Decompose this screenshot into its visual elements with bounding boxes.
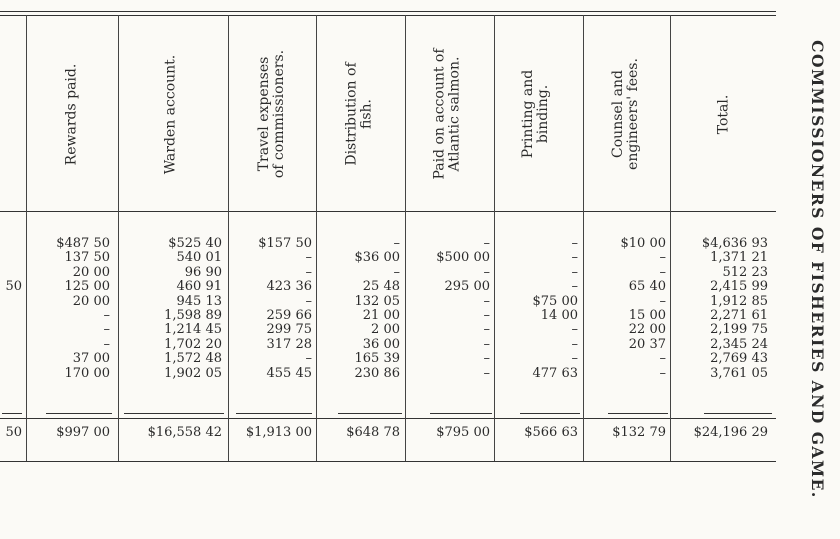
header-total: Total. xyxy=(715,94,732,134)
table-cell: 2,271 61 xyxy=(710,307,768,323)
table-cell: 317 28 xyxy=(266,336,312,352)
table-cell: $36 00 xyxy=(354,250,400,266)
table-cell: 96 90 xyxy=(184,264,222,280)
column-distribution-of-fish xyxy=(355,237,401,381)
table-cell: – xyxy=(571,250,578,266)
column-printing-binding xyxy=(533,237,579,381)
table-cell: 125 00 xyxy=(64,279,110,295)
table-cell: – xyxy=(103,307,110,323)
subtotal-rule xyxy=(338,413,402,414)
table-cell: $525 40 xyxy=(168,236,222,251)
table-cell: 1,371 21 xyxy=(710,250,768,266)
table-cell: 299 75 xyxy=(266,322,312,338)
header-atlantic-salmon: Paid on account of Atlantic salmon. xyxy=(432,48,464,180)
table-cell: 137 50 xyxy=(64,250,110,266)
table-cell: 15 00 xyxy=(628,307,666,323)
header-printing-binding: Printing and binding. xyxy=(520,69,551,159)
table-cell: – xyxy=(571,236,578,251)
table-cell: 2,345 24 xyxy=(710,336,768,352)
table-cell xyxy=(5,266,22,280)
total-partial: 50 xyxy=(5,425,22,440)
table-cell: – xyxy=(483,264,490,280)
subtotal-rule xyxy=(608,413,668,414)
table-cell: – xyxy=(483,351,490,367)
table-cell: – xyxy=(571,336,578,352)
table-cell: 65 40 xyxy=(628,279,666,295)
table-cell: – xyxy=(571,264,578,280)
table-cell: – xyxy=(659,365,666,381)
table-cell: 170 00 xyxy=(64,365,110,381)
table-cell: $4,636 93 xyxy=(701,236,768,251)
table-cell: – xyxy=(483,293,490,309)
column-atlantic-salmon xyxy=(436,237,490,381)
table-cell: 259 66 xyxy=(266,307,312,323)
table-cell: 2,769 43 xyxy=(710,351,768,367)
total-rewards-paid: $997 00 xyxy=(56,425,110,440)
table-cell xyxy=(5,251,22,265)
table-cell: $75 00 xyxy=(532,293,578,309)
table-cell: 165 39 xyxy=(354,351,400,367)
table-cell: $157 50 xyxy=(258,236,312,251)
table-cell: – xyxy=(305,250,312,266)
table-cell xyxy=(5,295,22,309)
top-rule-inner xyxy=(0,15,776,16)
column-divider xyxy=(228,15,229,461)
table-cell: – xyxy=(659,264,666,280)
table-cell: – xyxy=(571,279,578,295)
header-warden-account: Warden account. xyxy=(162,54,179,174)
table-cell xyxy=(5,352,22,366)
table-cell: – xyxy=(393,264,400,280)
table-cell: 1,572 48 xyxy=(164,351,222,367)
table-cell: 22 00 xyxy=(628,322,666,338)
table-cell: – xyxy=(305,293,312,309)
table-cell: – xyxy=(483,365,490,381)
table-cell: 14 00 xyxy=(540,307,578,323)
column-divider xyxy=(494,15,495,461)
total-distribution-of-fish: $648 78 xyxy=(346,425,400,440)
subtotal-rule xyxy=(704,413,772,414)
header-rewards-paid: Rewards paid. xyxy=(63,63,80,165)
table-cell: 37 00 xyxy=(72,351,110,367)
subtotal-rule xyxy=(430,413,492,414)
column-travel-expenses xyxy=(258,237,312,381)
table-cell: – xyxy=(659,293,666,309)
table-cell: 3,761 05 xyxy=(710,365,768,381)
table-cell: 132 05 xyxy=(354,293,400,309)
table-cell: $487 50 xyxy=(56,236,110,251)
table-cell: – xyxy=(483,307,490,323)
subtotal-rule xyxy=(520,413,580,414)
total-warden-account: $16,558 42 xyxy=(147,425,222,440)
total-printing-binding: $566 63 xyxy=(524,425,578,440)
column-divider xyxy=(118,15,119,461)
table-cell xyxy=(5,367,22,381)
table-cell: 295 00 xyxy=(444,279,490,295)
table-cell: 945 13 xyxy=(176,293,222,309)
table-cell xyxy=(5,338,22,352)
column-divider xyxy=(26,15,27,461)
table-cell: – xyxy=(483,322,490,338)
table-cell xyxy=(5,323,22,337)
table-cell: 1,912 85 xyxy=(710,293,768,309)
table-cell: – xyxy=(571,322,578,338)
bottom-rule xyxy=(0,461,776,462)
column-divider xyxy=(316,15,317,461)
table-cell: 512 23 xyxy=(722,264,768,280)
table-cell: 540 01 xyxy=(176,250,222,266)
table-cell: $10 00 xyxy=(620,236,666,251)
table-cell: 2,199 75 xyxy=(710,322,768,338)
table-cell: – xyxy=(571,351,578,367)
column-rewards-paid xyxy=(56,237,110,381)
totals-rule xyxy=(0,418,776,419)
column-divider xyxy=(670,15,671,461)
table-cell: $500 00 xyxy=(436,250,490,266)
table-cell: – xyxy=(659,250,666,266)
total-grand-total: $24,196 29 xyxy=(693,425,768,440)
subtotal-rule xyxy=(46,413,112,414)
table-cell: – xyxy=(305,351,312,367)
table-cell: – xyxy=(659,351,666,367)
table-cell: – xyxy=(305,264,312,280)
column-partial xyxy=(5,237,22,381)
table-cell: 1,702 20 xyxy=(164,336,222,352)
table-cell: – xyxy=(103,336,110,352)
subtotal-rule xyxy=(124,413,224,414)
column-divider xyxy=(405,15,406,461)
header-rule xyxy=(0,211,776,212)
table-cell: – xyxy=(393,236,400,251)
table-cell: – xyxy=(103,322,110,338)
table-cell: – xyxy=(483,236,490,251)
total-travel-expenses: $1,913 00 xyxy=(245,425,312,440)
table-cell: 20 00 xyxy=(72,293,110,309)
table-cell xyxy=(5,237,22,251)
table-cell: 2,415 99 xyxy=(710,279,768,295)
total-atlantic-salmon: $795 00 xyxy=(436,425,490,440)
table-cell xyxy=(5,309,22,323)
table-cell: 1,214 45 xyxy=(164,322,222,338)
table-cell: 20 00 xyxy=(72,264,110,280)
header-counsel-fees: Counsel and engineers' fees. xyxy=(610,58,642,170)
column-counsel-fees xyxy=(621,237,667,381)
table-cell: 423 36 xyxy=(266,279,312,295)
table-cell: 21 00 xyxy=(362,307,400,323)
table-cell: – xyxy=(483,336,490,352)
table-cell: 455 45 xyxy=(266,365,312,381)
subtotal-rule xyxy=(236,413,312,414)
table-cell: 1,598 89 xyxy=(164,307,222,323)
column-total xyxy=(702,237,768,381)
table-cell: 1,902 05 xyxy=(164,365,222,381)
header-travel-expenses: Travel expenses of commissioners. xyxy=(256,49,288,179)
table-cell: 477 63 xyxy=(532,365,578,381)
table-cell: 230 86 xyxy=(354,365,400,381)
header-distribution-of-fish: Distribution of fish. xyxy=(344,62,375,166)
table-cell: 20 37 xyxy=(628,336,666,352)
table-cell: 36 00 xyxy=(362,336,400,352)
table-cell: 460 91 xyxy=(176,279,222,295)
table-cell: 50 xyxy=(5,279,22,295)
table-cell: 2 00 xyxy=(371,322,400,338)
running-title: COMMISSIONERS OF FISHERIES AND GAME. xyxy=(807,40,827,499)
column-divider xyxy=(583,15,584,461)
total-counsel-fees: $132 79 xyxy=(612,425,666,440)
top-rule xyxy=(0,11,776,12)
column-warden-account xyxy=(164,237,222,381)
subtotal-rule xyxy=(2,413,22,414)
table-cell: 25 48 xyxy=(362,279,400,295)
